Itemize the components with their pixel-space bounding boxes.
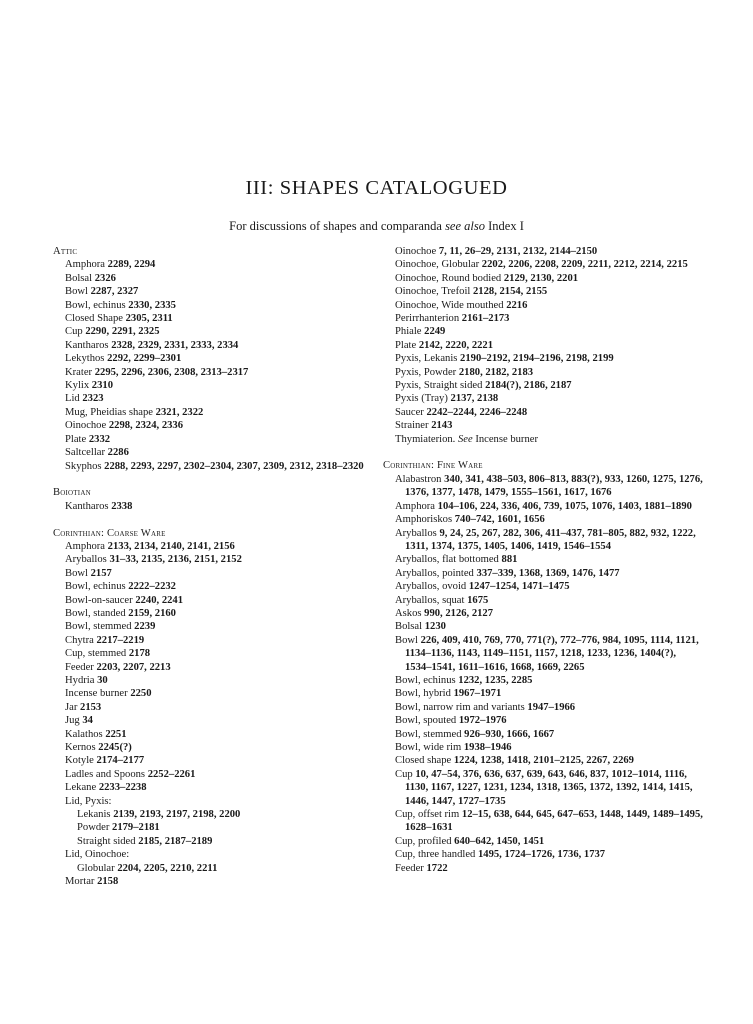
index-entry	[53, 258, 371, 271]
index-entry	[53, 352, 371, 365]
entry-numbers: 2330, 2335	[128, 299, 176, 311]
entry-name: Oinochoe	[65, 420, 107, 432]
entry-name: Askos	[395, 607, 422, 619]
index-entry	[383, 272, 705, 285]
page-title: III: SHAPES CATALOGUED	[245, 177, 508, 199]
entry-name: Pyxis (Tray)	[395, 393, 448, 405]
entry-name: Saltcellar	[65, 447, 106, 459]
index-entry	[383, 352, 705, 365]
index-entry	[383, 701, 705, 714]
entry-name: Bowl, spouted	[395, 715, 457, 727]
entry-numbers: 2289, 2294	[107, 259, 156, 271]
entry-name: Bowl, stemmed	[395, 728, 462, 740]
entry-numbers: 226, 409, 410, 769, 770, 771(?), 772–776, 984, 1095, 1114, 1121, 1134–1136, 1143, 1149–1151, 1157, 1218, 1233, 1236, 1404(?), 1534–1541, 1611–1616, 1668, 1669, 2265	[405, 634, 699, 673]
entry-name: Oinochoe, Round bodied	[395, 272, 502, 284]
entry-name: Kalathos	[65, 728, 103, 740]
index-entry	[383, 862, 705, 875]
section-heading: Attic	[53, 246, 78, 257]
index-entry	[53, 835, 371, 848]
entry-name: Feeder	[395, 862, 424, 874]
entry-numbers: 2287, 2327	[90, 286, 139, 298]
index-entry	[383, 285, 705, 298]
subtitle-italic: see also	[445, 219, 485, 233]
index-entry	[53, 862, 371, 875]
entry-name: Bowl, standed	[65, 607, 126, 619]
entry-numbers: 2338	[111, 500, 133, 512]
entry-numbers: 2180, 2182, 2183	[458, 366, 534, 378]
index-entry	[383, 567, 705, 580]
entry-numbers: 2133, 2134, 2140, 2141, 2156	[107, 540, 235, 552]
entry-numbers: 1972–1976	[458, 715, 507, 727]
index-entry	[53, 848, 371, 861]
index-entry	[383, 366, 705, 379]
entry-numbers: 1967–1971	[453, 688, 502, 700]
entry-name: Krater	[65, 366, 93, 378]
index-entry	[53, 661, 371, 674]
entry-numbers: 2323	[82, 393, 104, 405]
entry-name: Mortar	[65, 876, 95, 888]
index-entry	[383, 406, 705, 419]
index-entry	[383, 527, 705, 554]
index-entry	[53, 647, 371, 660]
entry-name: Kernos	[65, 742, 96, 753]
index-section	[53, 245, 371, 473]
entry-name: Oinochoe, Globular	[395, 259, 480, 271]
index-entry	[53, 687, 371, 700]
entry-numbers: 2137, 2138	[450, 393, 499, 405]
entry-name: Mug, Pheidias shape	[65, 406, 153, 418]
entry-name: Feeder	[65, 661, 94, 673]
entry-numbers: 2222–2232	[128, 581, 176, 593]
entry-numbers: 9, 24, 25, 267, 282, 306, 411–437, 781–805, 882, 932, 1222, 1311, 1374, 1375, 1405, 1406, 1419, 1546–1554	[405, 527, 696, 552]
entry-name: Closed shape	[395, 755, 452, 767]
index-entry	[383, 473, 705, 500]
entry-numbers: 104–106, 224, 336, 406, 739, 1075, 1076, 1403, 1881–1890	[437, 500, 692, 512]
entry-numbers: 340, 341, 438–503, 806–813, 883(?), 933, 1260, 1275, 1276, 1376, 1377, 1478, 1479, 1555–1561, 1617, 1676	[405, 473, 703, 499]
index-section	[383, 245, 705, 446]
index-section	[53, 486, 371, 513]
index-entry	[53, 781, 371, 794]
index-entry	[53, 325, 371, 338]
entry-numbers: 2326	[94, 272, 116, 284]
entry-name: Lekanis	[77, 809, 111, 821]
entry-name: Amphora	[395, 500, 436, 512]
section-heading: Corinthian: Coarse Ware	[53, 527, 166, 539]
index-entry	[383, 808, 705, 835]
cross-reference-see: See	[457, 433, 473, 445]
entry-numbers: 2157	[90, 567, 112, 579]
entry-name: Lid, Pyxis:	[65, 795, 112, 807]
entry-name: Amphora	[65, 259, 106, 271]
index-entry	[53, 714, 371, 727]
index-entry	[53, 433, 371, 446]
index-entry	[383, 620, 705, 633]
entry-numbers: 2233–2238	[98, 782, 147, 794]
entry-name: Globular	[77, 862, 115, 874]
entry-numbers: 2153	[80, 701, 102, 713]
index-entry	[383, 634, 705, 674]
entry-numbers: 30	[97, 674, 108, 686]
entry-numbers: 1230	[424, 621, 446, 633]
entry-numbers: 1232, 1235, 2285	[458, 674, 533, 686]
entry-name: Bowl, echinus	[65, 581, 126, 593]
entry-numbers: 2142, 2220, 2221	[418, 339, 493, 351]
entry-numbers: 640–642, 1450, 1451	[454, 835, 545, 847]
entry-numbers: 2128, 2154, 2155	[473, 286, 548, 298]
entry-name: Jug	[65, 715, 80, 727]
index-entry	[53, 299, 371, 312]
entry-name: Chytra	[65, 634, 94, 646]
entry-numbers: 2159, 2160	[128, 607, 176, 619]
entry-numbers: 2185, 2187–2189	[138, 835, 213, 847]
cross-reference-target: Incense burner	[472, 433, 538, 445]
entry-numbers: 926–930, 1666, 1667	[464, 728, 555, 740]
entry-name: Cup, three handled	[395, 849, 476, 861]
index-entry	[53, 366, 371, 379]
index-entry	[53, 607, 371, 620]
index-entry	[383, 594, 705, 607]
entry-name: Lid	[65, 393, 80, 405]
entry-numbers: 31–33, 2135, 2136, 2151, 2152	[109, 554, 242, 566]
entry-name: Bowl, echinus	[395, 674, 456, 686]
entry-numbers: 2328, 2329, 2331, 2333, 2334	[111, 339, 239, 351]
index-section	[53, 527, 371, 889]
index-entry	[383, 728, 705, 741]
entry-numbers: 34	[82, 715, 93, 727]
entry-name: Lekythos	[65, 353, 105, 365]
section-heading: Boiotian	[53, 487, 91, 499]
entry-numbers: 2239	[134, 621, 156, 633]
index-entry	[383, 553, 705, 566]
entry-numbers: 1938–1946	[463, 742, 512, 754]
entry-numbers: 2310	[91, 380, 113, 392]
index-entry	[53, 446, 371, 459]
entry-numbers: 2179–2181	[112, 822, 160, 834]
index-entry	[383, 312, 705, 325]
entry-name: Hydria	[65, 674, 95, 686]
index-entry	[383, 714, 705, 727]
entry-numbers: 1495, 1724–1726, 1736, 1737	[477, 849, 606, 861]
index-entry	[383, 741, 705, 754]
entry-name: Bolsal	[395, 621, 423, 633]
entry-name: Cup	[395, 768, 413, 780]
index-entry	[53, 567, 371, 580]
entry-name: Ladles and Spoons	[65, 768, 146, 780]
entry-numbers: 2143	[431, 420, 453, 432]
index-entry	[53, 379, 371, 392]
index-entry	[53, 392, 371, 405]
entry-name: Aryballos, ovoid	[395, 581, 467, 593]
entry-name: Aryballos	[65, 554, 107, 566]
entry-numbers: 2161–2173	[461, 313, 510, 325]
entry-numbers: 2298, 2324, 2336	[108, 420, 183, 432]
entry-name: Cup, profiled	[395, 835, 452, 847]
index-entry	[53, 553, 371, 566]
index-entry	[53, 728, 371, 741]
index-entry	[53, 701, 371, 714]
entry-name: Bolsal	[65, 272, 93, 284]
left-column	[53, 245, 371, 902]
entry-numbers: 2321, 2322	[155, 406, 204, 418]
entry-name: Cup	[65, 326, 83, 338]
entry-numbers: 2184(?), 2186, 2187	[485, 380, 572, 392]
entry-numbers: 2295, 2296, 2306, 2308, 2313–2317	[94, 366, 249, 378]
index-entry	[53, 339, 371, 352]
right-column	[383, 245, 705, 888]
index-entry	[383, 674, 705, 687]
entry-numbers: 2217–2219	[96, 634, 145, 646]
entry-numbers: 2250	[130, 688, 152, 700]
index-entry	[53, 674, 371, 687]
index-entry	[383, 379, 705, 392]
entry-numbers: 2203, 2207, 2213	[96, 661, 171, 673]
index-entry	[53, 419, 371, 432]
entry-numbers: 1947–1966	[527, 701, 576, 713]
index-entry	[383, 687, 705, 700]
entry-name: Amphora	[65, 540, 106, 552]
entry-name: Perirrhanterion	[395, 313, 460, 325]
entry-name: Kantharos	[65, 500, 109, 512]
entry-name: Oinochoe, Trefoil	[395, 286, 471, 298]
entry-name: Oinochoe, Wide mouthed	[395, 299, 504, 311]
entry-name: Plate	[65, 433, 87, 445]
index-entry	[53, 768, 371, 781]
entry-numbers: 2251	[105, 728, 127, 740]
entry-numbers: 2288, 2293, 2297, 2302–2304, 2307, 2309, 2312, 2318–2320	[104, 460, 364, 472]
index-entry	[383, 835, 705, 848]
entry-name: Thymiaterion.	[395, 433, 456, 445]
entry-name: Pyxis, Straight sided	[395, 380, 483, 392]
entry-numbers: 2249	[424, 326, 446, 338]
entry-numbers: 2204, 2205, 2210, 2211	[117, 862, 218, 874]
index-entry	[53, 795, 371, 808]
entry-name: Kylix	[65, 380, 90, 392]
entry-numbers: 2202, 2206, 2208, 2209, 2211, 2212, 2214, 2215	[481, 259, 688, 271]
entry-name: Skyphos	[65, 460, 102, 472]
entry-name: Kantharos	[65, 339, 109, 351]
entry-numbers: 10, 47–54, 376, 636, 637, 639, 643, 646, 837, 1012–1014, 1116, 1130, 1167, 1227, 1231, 1234, 1318, 1365, 1372, 1392, 1414, 1415, 1446, 1447, 1727–1735	[405, 768, 693, 807]
index-entry	[383, 433, 705, 446]
entry-numbers: 740–742, 1601, 1656	[454, 514, 545, 526]
entry-numbers: 2174–2177	[96, 755, 145, 767]
entry-name: Aryballos, squat	[395, 594, 465, 606]
index-entry	[383, 419, 705, 432]
entry-name: Saucer	[395, 406, 424, 418]
index-entry	[53, 460, 371, 473]
entry-numbers: 2332	[88, 433, 111, 445]
entry-name: Pyxis, Powder	[395, 366, 457, 378]
entry-numbers: 1224, 1238, 1418, 2101–2125, 2267, 2269	[453, 755, 634, 767]
index-entry	[53, 741, 371, 754]
entry-numbers: 337–339, 1368, 1369, 1476, 1477	[476, 567, 620, 579]
entry-name: Jar	[65, 701, 78, 713]
entry-name: Incense burner	[65, 688, 128, 700]
index-entry	[53, 754, 371, 767]
entry-name: Bowl	[65, 286, 88, 298]
entry-name: Amphoriskos	[395, 514, 453, 526]
page-subtitle	[0, 219, 753, 234]
entry-numbers: 2240, 2241	[135, 594, 183, 606]
entry-numbers: 2190–2192, 2194–2196, 2198, 2199	[460, 353, 614, 365]
entry-numbers: 990, 2126, 2127	[424, 607, 494, 619]
entry-name: Bowl, stemmed	[65, 621, 132, 633]
entry-name: Aryballos	[395, 527, 437, 539]
entry-numbers: 2216	[506, 299, 528, 311]
entry-name: Lekane	[65, 782, 97, 794]
index-entry	[383, 848, 705, 861]
entry-numbers: 7, 11, 26–29, 2131, 2132, 2144–2150	[438, 246, 598, 257]
index-entry	[53, 540, 371, 553]
entry-numbers: 1675	[467, 594, 489, 606]
entry-numbers: 2158	[97, 876, 119, 888]
entry-name: Aryballos, pointed	[395, 567, 474, 579]
index-entry	[383, 339, 705, 352]
entry-name: Closed Shape	[65, 313, 123, 325]
subtitle-text-after: Index I	[485, 219, 524, 233]
entry-numbers: 1722	[426, 862, 448, 874]
index-entry	[53, 272, 371, 285]
index-entry	[383, 768, 705, 808]
entry-numbers: 2290, 2291, 2325	[85, 326, 160, 338]
entry-numbers: 2242–2244, 2246–2248	[426, 406, 528, 418]
index-entry	[53, 312, 371, 325]
entry-name: Bowl, echinus	[65, 299, 126, 311]
entry-numbers: 2178	[128, 648, 151, 660]
index-entry	[383, 258, 705, 271]
index-entry	[53, 821, 371, 834]
entry-name: Lid, Oinochoe:	[65, 849, 130, 861]
index-entry	[383, 500, 705, 513]
entry-name: Kotyle	[65, 755, 94, 767]
entry-name: Bowl	[65, 567, 88, 579]
index-entry	[53, 634, 371, 647]
entry-numbers: 2292, 2299–2301	[107, 353, 182, 365]
entry-name: Oinochoe	[395, 246, 437, 257]
index-entry	[383, 754, 705, 767]
entry-name: Strainer	[395, 420, 429, 432]
entry-name: Bowl, hybrid	[395, 688, 451, 700]
entry-numbers: 2129, 2130, 2201	[503, 272, 579, 284]
index-entry	[383, 325, 705, 338]
index-entry	[383, 513, 705, 526]
entry-name: Cup, stemmed	[65, 648, 127, 660]
entry-numbers: 2139, 2193, 2197, 2198, 2200	[113, 809, 241, 821]
index-entry	[53, 500, 371, 513]
entry-numbers: 1247–1254, 1471–1475	[468, 581, 570, 593]
entry-numbers: 881	[501, 554, 518, 566]
index-entry	[53, 594, 371, 607]
entry-name: Aryballos, flat bottomed	[395, 554, 499, 566]
index-entry	[53, 580, 371, 593]
entry-name: Bowl-on-saucer	[65, 594, 133, 606]
entry-numbers: 2286	[107, 447, 129, 459]
index-entry	[383, 245, 705, 258]
index-entry	[53, 285, 371, 298]
index-entry	[53, 406, 371, 419]
section-heading: Corinthian: Fine Ware	[383, 460, 483, 472]
index-entry	[53, 808, 371, 821]
index-entry	[53, 875, 371, 888]
index-entry	[383, 299, 705, 312]
entry-numbers: 2305, 2311	[125, 313, 173, 325]
index-entry	[383, 607, 705, 620]
entry-name: Powder	[77, 822, 110, 834]
entry-name: Alabastron	[395, 473, 442, 485]
entry-name: Phiale	[395, 326, 422, 338]
index-entry	[383, 580, 705, 593]
entry-numbers: 2252–2261	[147, 768, 196, 780]
subtitle-text-before: For discussions of shapes and comparanda	[229, 219, 446, 233]
index-entry	[53, 620, 371, 633]
index-section	[383, 459, 705, 875]
entry-name: Pyxis, Lekanis	[395, 353, 458, 365]
entry-name: Bowl	[395, 634, 418, 646]
entry-name: Bowl, wide rim	[395, 742, 462, 754]
index-entry	[383, 392, 705, 405]
entry-name: Straight sided	[77, 835, 136, 847]
entry-name: Bowl, narrow rim and variants	[395, 701, 525, 713]
entry-numbers: 12–15, 638, 644, 645, 647–653, 1448, 1449, 1489–1495, 1628–1631	[405, 809, 703, 834]
entry-name: Cup, offset rim	[395, 809, 460, 821]
entry-name: Plate	[395, 339, 417, 351]
entry-numbers: 2245(?)	[98, 742, 132, 753]
